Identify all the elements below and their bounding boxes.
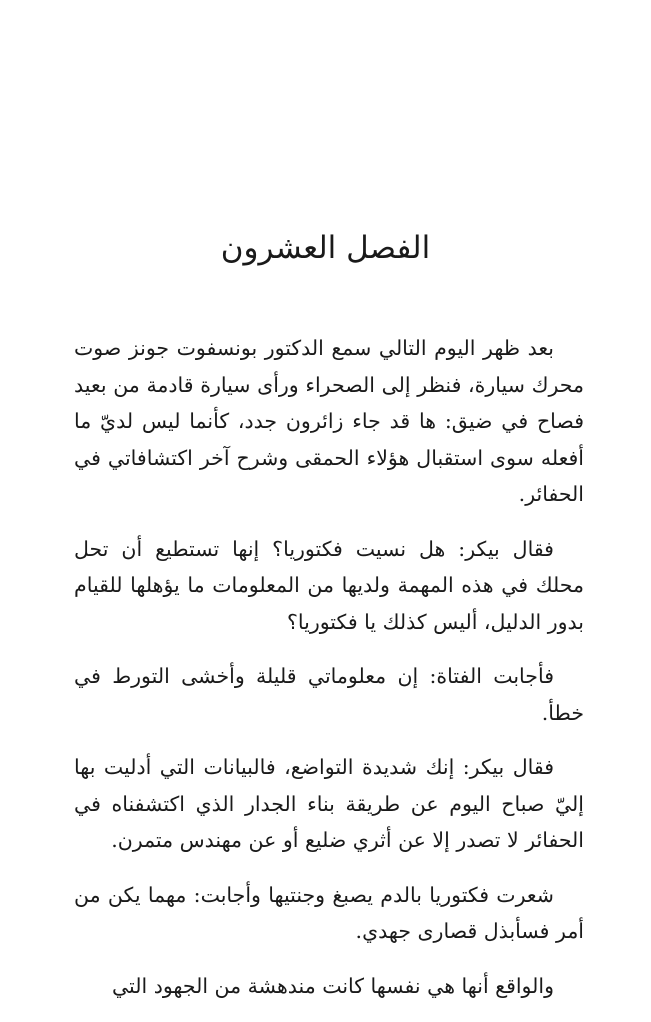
chapter-title: الفصل العشرون <box>220 230 431 266</box>
chapter-body <box>74 330 584 1022</box>
paragraph: فأجابت الفتاة: إن معلوماتي قليلة وأخشى التورط في خطأ. <box>74 664 584 725</box>
paragraph: بعد ظهر اليوم التالي سمع الدكتور بونسفوت جونز صوت محرك سيارة، فنظر إلى الصحراء ورأى سيارة قادمة من بعيد فصاح في ضيق: ها قد جاء زائرون جدد، كأنما ليس لديّ ما أفعله سوى استقبال هؤلاء الحمقى وشرح آخر اكتشافاتي في الحفائر. <box>74 336 584 506</box>
paragraph: فقال بيكر: إنك شديدة التواضع، فالبيانات التي أدليت بها إليّ صباح اليوم عن طريقة بناء الجدار الذي اكتشفناه في الحفائر لا تصدر إلا عن أثري ضليع أو عن مهندس متمرن. <box>74 755 584 852</box>
paragraph: والواقع أنها هي نفسها كانت مندهشة من الجهود التي <box>111 973 554 998</box>
paragraph: فقال بيكر: هل نسيت فكتوريا؟ إنها تستطيع أن تحل محلك في هذه المهمة ولديها من المعلومات ما يؤهلها للقيام بدور الدليل، أليس كذلك يا فكتوريا؟ <box>74 536 584 634</box>
paragraph: شعرت فكتوريا بالدم يصبغ وجنتيها وأجابت: مهما يكن من أمر فسأبذل قصارى جهدي. <box>74 882 584 943</box>
